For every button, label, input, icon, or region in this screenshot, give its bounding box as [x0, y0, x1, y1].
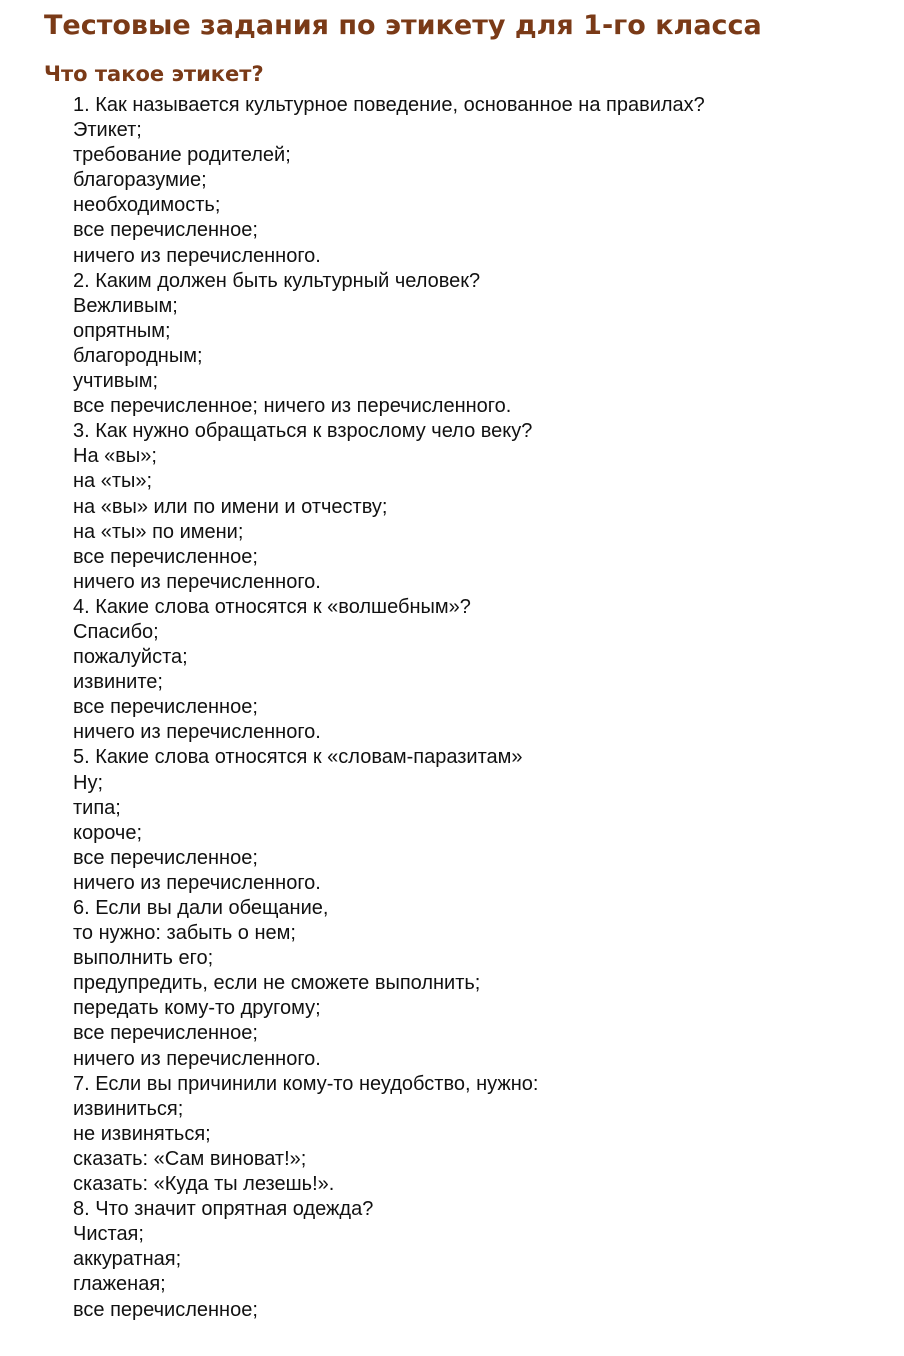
question-text: 5. Какие слова относятся к «словам-паразитам»	[73, 746, 523, 769]
answer-option: учтивым;	[73, 370, 159, 393]
answer-option: все перечисленное;	[73, 1298, 258, 1321]
answer-option: передать кому-то другому;	[73, 997, 321, 1020]
answer-option: ничего из перечисленного.	[73, 570, 321, 593]
answer-option: пожалуйста;	[73, 646, 188, 669]
answer-option: не извиняться;	[73, 1122, 211, 1145]
answer-option: опрятным;	[73, 319, 171, 342]
answer-option: благоразумие;	[73, 169, 207, 192]
answer-option: все перечисленное;	[73, 545, 258, 568]
answer-option: Этикет;	[73, 119, 142, 142]
question-text: 4. Какие слова относятся к «волшебным»?	[73, 595, 471, 618]
answer-option: Чистая;	[73, 1223, 144, 1246]
answer-option: ничего из перечисленного.	[73, 244, 321, 267]
question-text: 2. Каким должен быть культурный человек?	[73, 269, 481, 292]
answer-option: извините;	[73, 671, 163, 694]
answer-option: извиниться;	[73, 1097, 184, 1120]
answer-option: Вежливым;	[73, 294, 178, 317]
answer-option: на «ты»;	[73, 470, 153, 493]
answer-option: выполнить его;	[73, 947, 214, 970]
answer-option: Спасибо;	[73, 620, 159, 643]
answer-option: ничего из перечисленного.	[73, 721, 321, 744]
answer-option: сказать: «Куда ты лезешь!».	[73, 1173, 335, 1196]
answer-option: глаженая;	[73, 1273, 166, 1296]
answer-option: необходимость;	[73, 194, 221, 217]
page-title: Тестовые задания по этикету для 1-го класса	[44, 10, 762, 41]
answer-option: все перечисленное;	[73, 219, 258, 242]
answer-option: благородным;	[73, 344, 203, 367]
question-list	[73, 93, 705, 1323]
answer-option: то нужно: забыть о нем;	[73, 922, 296, 945]
answer-option: аккуратная;	[73, 1248, 182, 1271]
answer-option: предупредить, если не сможете выполнить;	[73, 972, 481, 995]
answer-option: все перечисленное;	[73, 1022, 258, 1045]
question-text: 7. Если вы причинили кому-то неудобство, нужно:	[73, 1072, 539, 1095]
answer-option: короче;	[73, 821, 143, 844]
question-text: 6. Если вы дали обещание,	[73, 897, 329, 919]
answer-option: На «вы»;	[73, 445, 157, 468]
answer-option: на «вы» или по имени и отчеству;	[73, 495, 388, 518]
answer-option: сказать: «Сам виноват!»;	[73, 1147, 307, 1170]
answer-option: ничего из перечисленного.	[73, 1047, 321, 1070]
question-text: 3. Как нужно обращаться к взрослому чело веку?	[73, 420, 533, 443]
answer-option: все перечисленное;	[73, 846, 258, 869]
answer-option: ничего из перечисленного.	[73, 871, 321, 894]
answer-option: все перечисленное; ничего из перечисленного.	[73, 395, 512, 418]
question-text: 1. Как называется культурное поведение, основанное на правилах?	[73, 94, 705, 116]
answer-option: требование родителей;	[73, 144, 291, 167]
answer-option: на «ты» по имени;	[73, 520, 244, 543]
answer-option: Ну;	[73, 771, 103, 794]
answer-option: все перечисленное;	[73, 696, 258, 719]
answer-option: типа;	[73, 796, 121, 819]
question-text: 8. Что значит опрятная одежда?	[73, 1198, 374, 1221]
section-heading: Что такое этикет?	[44, 62, 264, 86]
